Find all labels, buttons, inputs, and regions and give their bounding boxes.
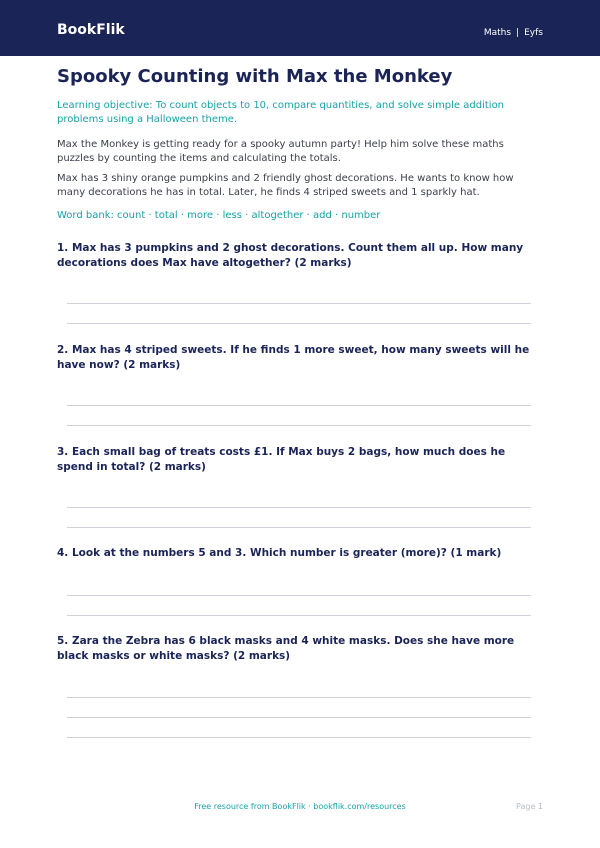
page-number: Page 1	[516, 802, 543, 811]
brand-logo[interactable]: BookFlik	[57, 22, 125, 38]
answer-line[interactable]	[67, 717, 531, 718]
answer-line[interactable]	[67, 323, 531, 324]
question-5: 5. Zara the Zebra has 6 black masks and 4 white masks. Does she have more black masks or white masks? (2 marks)	[57, 635, 515, 662]
breadcrumb-subject[interactable]: Maths	[483, 28, 512, 38]
page-title: Spooky Counting with Max the Monkey	[57, 66, 453, 87]
question-2: 2. Max has 4 striped sweets. If he finds 1 more sweet, how many sweets will he have now? (2 marks)	[57, 344, 530, 371]
story-paragraph: Max has 3 shiny orange pumpkins and 2 friendly ghost decorations. He wants to know how many decorations he has in total. Later, he finds 4 striped sweets and 1 sparkly hat.	[57, 173, 514, 198]
answer-line[interactable]	[67, 425, 531, 426]
answer-line[interactable]	[67, 507, 531, 508]
breadcrumb-level[interactable]: Eyfs	[524, 28, 543, 38]
learning-objective: Learning objective: To count objects to 10, compare quantities, and solve simple addition problems using a Halloween theme.	[57, 100, 505, 125]
header-bar	[0, 0, 600, 56]
question-3: 3. Each small bag of treats costs £1. If Max buys 2 bags, how much does he spend in total? (2 marks)	[57, 446, 506, 473]
answer-line[interactable]	[67, 595, 531, 596]
answer-line[interactable]	[67, 615, 531, 616]
question-1: 1. Max has 3 pumpkins and 2 ghost decorations. Count them all up. How many decorations does Max have altogether? (2 marks)	[57, 242, 524, 269]
question-4: 4. Look at the numbers 5 and 3. Which number is greater (more)? (1 mark)	[57, 547, 502, 559]
breadcrumb-separator: |	[516, 28, 520, 38]
word-bank: Word bank: count · total · more · less · altogether · add · number	[57, 210, 381, 221]
answer-line[interactable]	[67, 697, 531, 698]
answer-line[interactable]	[67, 405, 531, 406]
breadcrumb	[484, 28, 543, 38]
answer-line[interactable]	[67, 737, 531, 738]
intro-paragraph: Max the Monkey is getting ready for a spooky autumn party! Help him solve these maths puzzles by counting the items and calculating the totals.	[57, 139, 504, 164]
answer-line[interactable]	[67, 527, 531, 528]
answer-line[interactable]	[67, 303, 531, 304]
footer-credit[interactable]: Free resource from BookFlik · bookflik.com/resources	[194, 802, 406, 811]
